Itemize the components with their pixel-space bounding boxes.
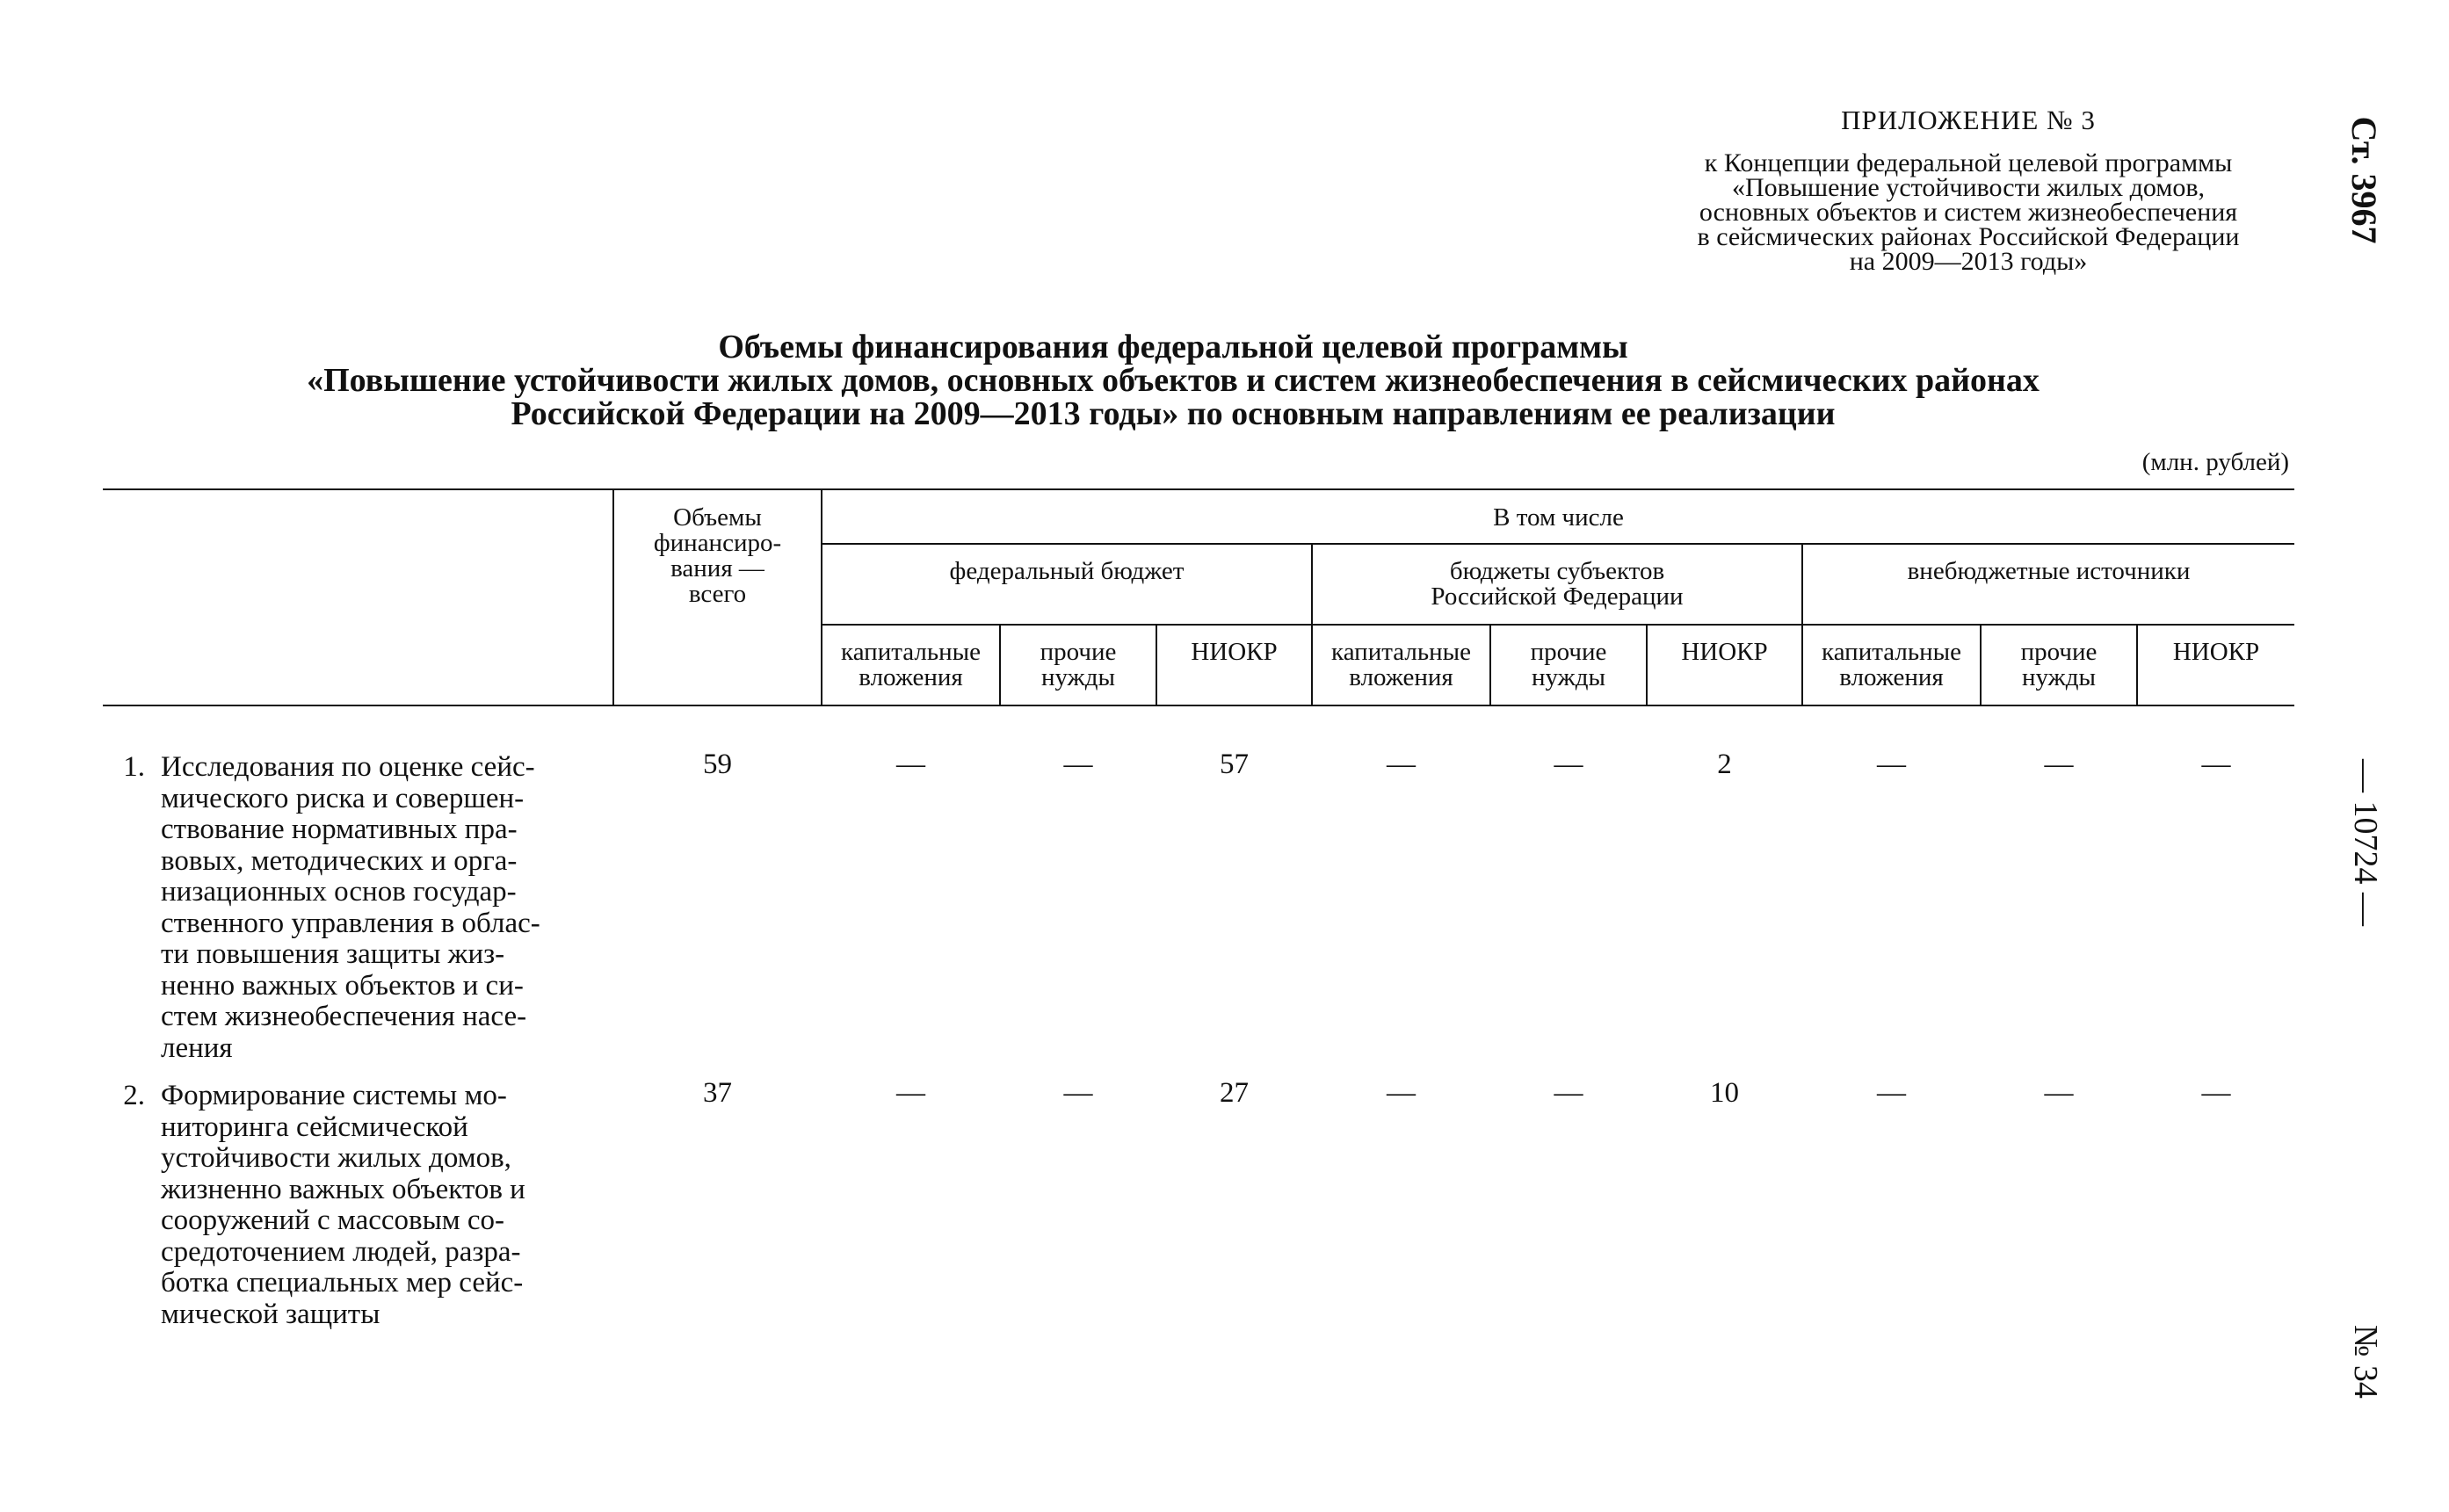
row-label: Формирование системы мо- ниторинга сейсмической устойчивости жилых домов, жизненно важных объектов и сооружений с массовым со- средоточением людей, разра- ботка специальных мер сейс- мической защиты bbox=[161, 1080, 525, 1330]
header-rule-groups bbox=[822, 624, 2294, 626]
cell-federal-rnd: 57 bbox=[1220, 749, 1249, 780]
cell-offbudget-rnd: — bbox=[2201, 1077, 2231, 1109]
page-number: — 10724 — bbox=[2347, 759, 2384, 926]
header-total-line: финансиро- bbox=[653, 529, 782, 557]
document-title bbox=[211, 330, 2135, 430]
cell-regional-capital: — bbox=[1387, 749, 1416, 780]
header-capital: капитальные вложения bbox=[1822, 638, 1961, 691]
cell-federal-capital: — bbox=[896, 1077, 925, 1109]
cell-regional-rnd: 2 bbox=[1717, 749, 1732, 780]
cell-offbudget-other: — bbox=[2044, 1077, 2074, 1109]
cell-offbudget-other: — bbox=[2044, 749, 2074, 780]
cell-federal-other: — bbox=[1063, 1077, 1093, 1109]
cell-total: 37 bbox=[703, 1077, 732, 1109]
cell-federal-rnd: 27 bbox=[1220, 1077, 1249, 1109]
header-other: прочие нужды bbox=[2020, 638, 2098, 691]
appendix-line: к Концепции федеральной целевой программы bbox=[1704, 148, 2233, 177]
appendix-line: «Повышение устойчивости жилых домов, bbox=[1732, 173, 2205, 202]
header-group-regional: бюджеты субъектов Российской Федерации bbox=[1431, 557, 1684, 611]
row-label: Исследования по оценке сейс- мического риска и совершен- ствование нормативных пра- вовых, методических и орга- низационных основ государ- ственного управления в облас- ти повышения защиты жиз- ненно важных объектов и си- стем жизнеобеспечения насе- ления bbox=[161, 751, 540, 1064]
appendix-block bbox=[1626, 104, 2311, 274]
cell-regional-capital: — bbox=[1387, 1077, 1416, 1109]
header-total-line: всего bbox=[688, 580, 747, 608]
units-label: (млн. рублей) bbox=[2141, 448, 2289, 476]
header-other: прочие нужды bbox=[1040, 638, 1117, 691]
header-total-line: Объемы bbox=[673, 503, 762, 532]
row-number: 2. bbox=[123, 1080, 145, 1111]
article-number: Ст. 3967 bbox=[2344, 116, 2384, 244]
cell-regional-rnd: 10 bbox=[1710, 1077, 1739, 1109]
header-rnd: НИОКР bbox=[1191, 638, 1278, 666]
header-rnd: НИОКР bbox=[2172, 638, 2260, 666]
cell-regional-other: — bbox=[1554, 749, 1583, 780]
header-total bbox=[614, 505, 821, 607]
header-capital: капитальные вложения bbox=[841, 638, 981, 691]
cell-offbudget-capital: — bbox=[1877, 1077, 1906, 1109]
header-group-federal: федеральный бюджет bbox=[949, 557, 1185, 585]
header-group-offbudget: внебюджетные источники bbox=[1907, 557, 2191, 585]
row-number: 1. bbox=[123, 751, 145, 783]
appendix-line: на 2009—2013 годы» bbox=[1849, 247, 2088, 276]
cell-offbudget-capital: — bbox=[1877, 749, 1906, 780]
appendix-title: ПРИЛОЖЕНИЕ № 3 bbox=[1841, 105, 2096, 135]
issue-number: № 34 bbox=[2347, 1325, 2384, 1399]
cell-total: 59 bbox=[703, 749, 732, 780]
title-line: «Повышение устойчивости жилых домов, основных объектов и систем жизнеобеспечения в сейсмических районах bbox=[307, 362, 2040, 399]
table-top-rule bbox=[103, 488, 2294, 490]
cell-offbudget-rnd: — bbox=[2201, 749, 2231, 780]
header-other: прочие нужды bbox=[1530, 638, 1607, 691]
cell-federal-other: — bbox=[1063, 749, 1093, 780]
cell-regional-other: — bbox=[1554, 1077, 1583, 1109]
header-rnd: НИОКР bbox=[1681, 638, 1768, 666]
appendix-line: основных объектов и систем жизнеобеспечения bbox=[1699, 198, 2238, 227]
header-including: В том числе bbox=[1493, 503, 1624, 532]
appendix-line: в сейсмических районах Российской Федерации bbox=[1697, 222, 2240, 251]
title-line: Объемы финансирования федеральной целевой программы bbox=[718, 329, 1628, 365]
title-line: Российской Федерации на 2009—2013 годы» по основным направлениям ее реализации bbox=[511, 395, 1836, 432]
header-capital: капитальные вложения bbox=[1331, 638, 1471, 691]
cell-federal-capital: — bbox=[896, 749, 925, 780]
table-header-bottom-rule bbox=[103, 705, 2294, 706]
header-total-line: вания — bbox=[670, 554, 764, 582]
header-rule-including bbox=[822, 543, 2294, 545]
